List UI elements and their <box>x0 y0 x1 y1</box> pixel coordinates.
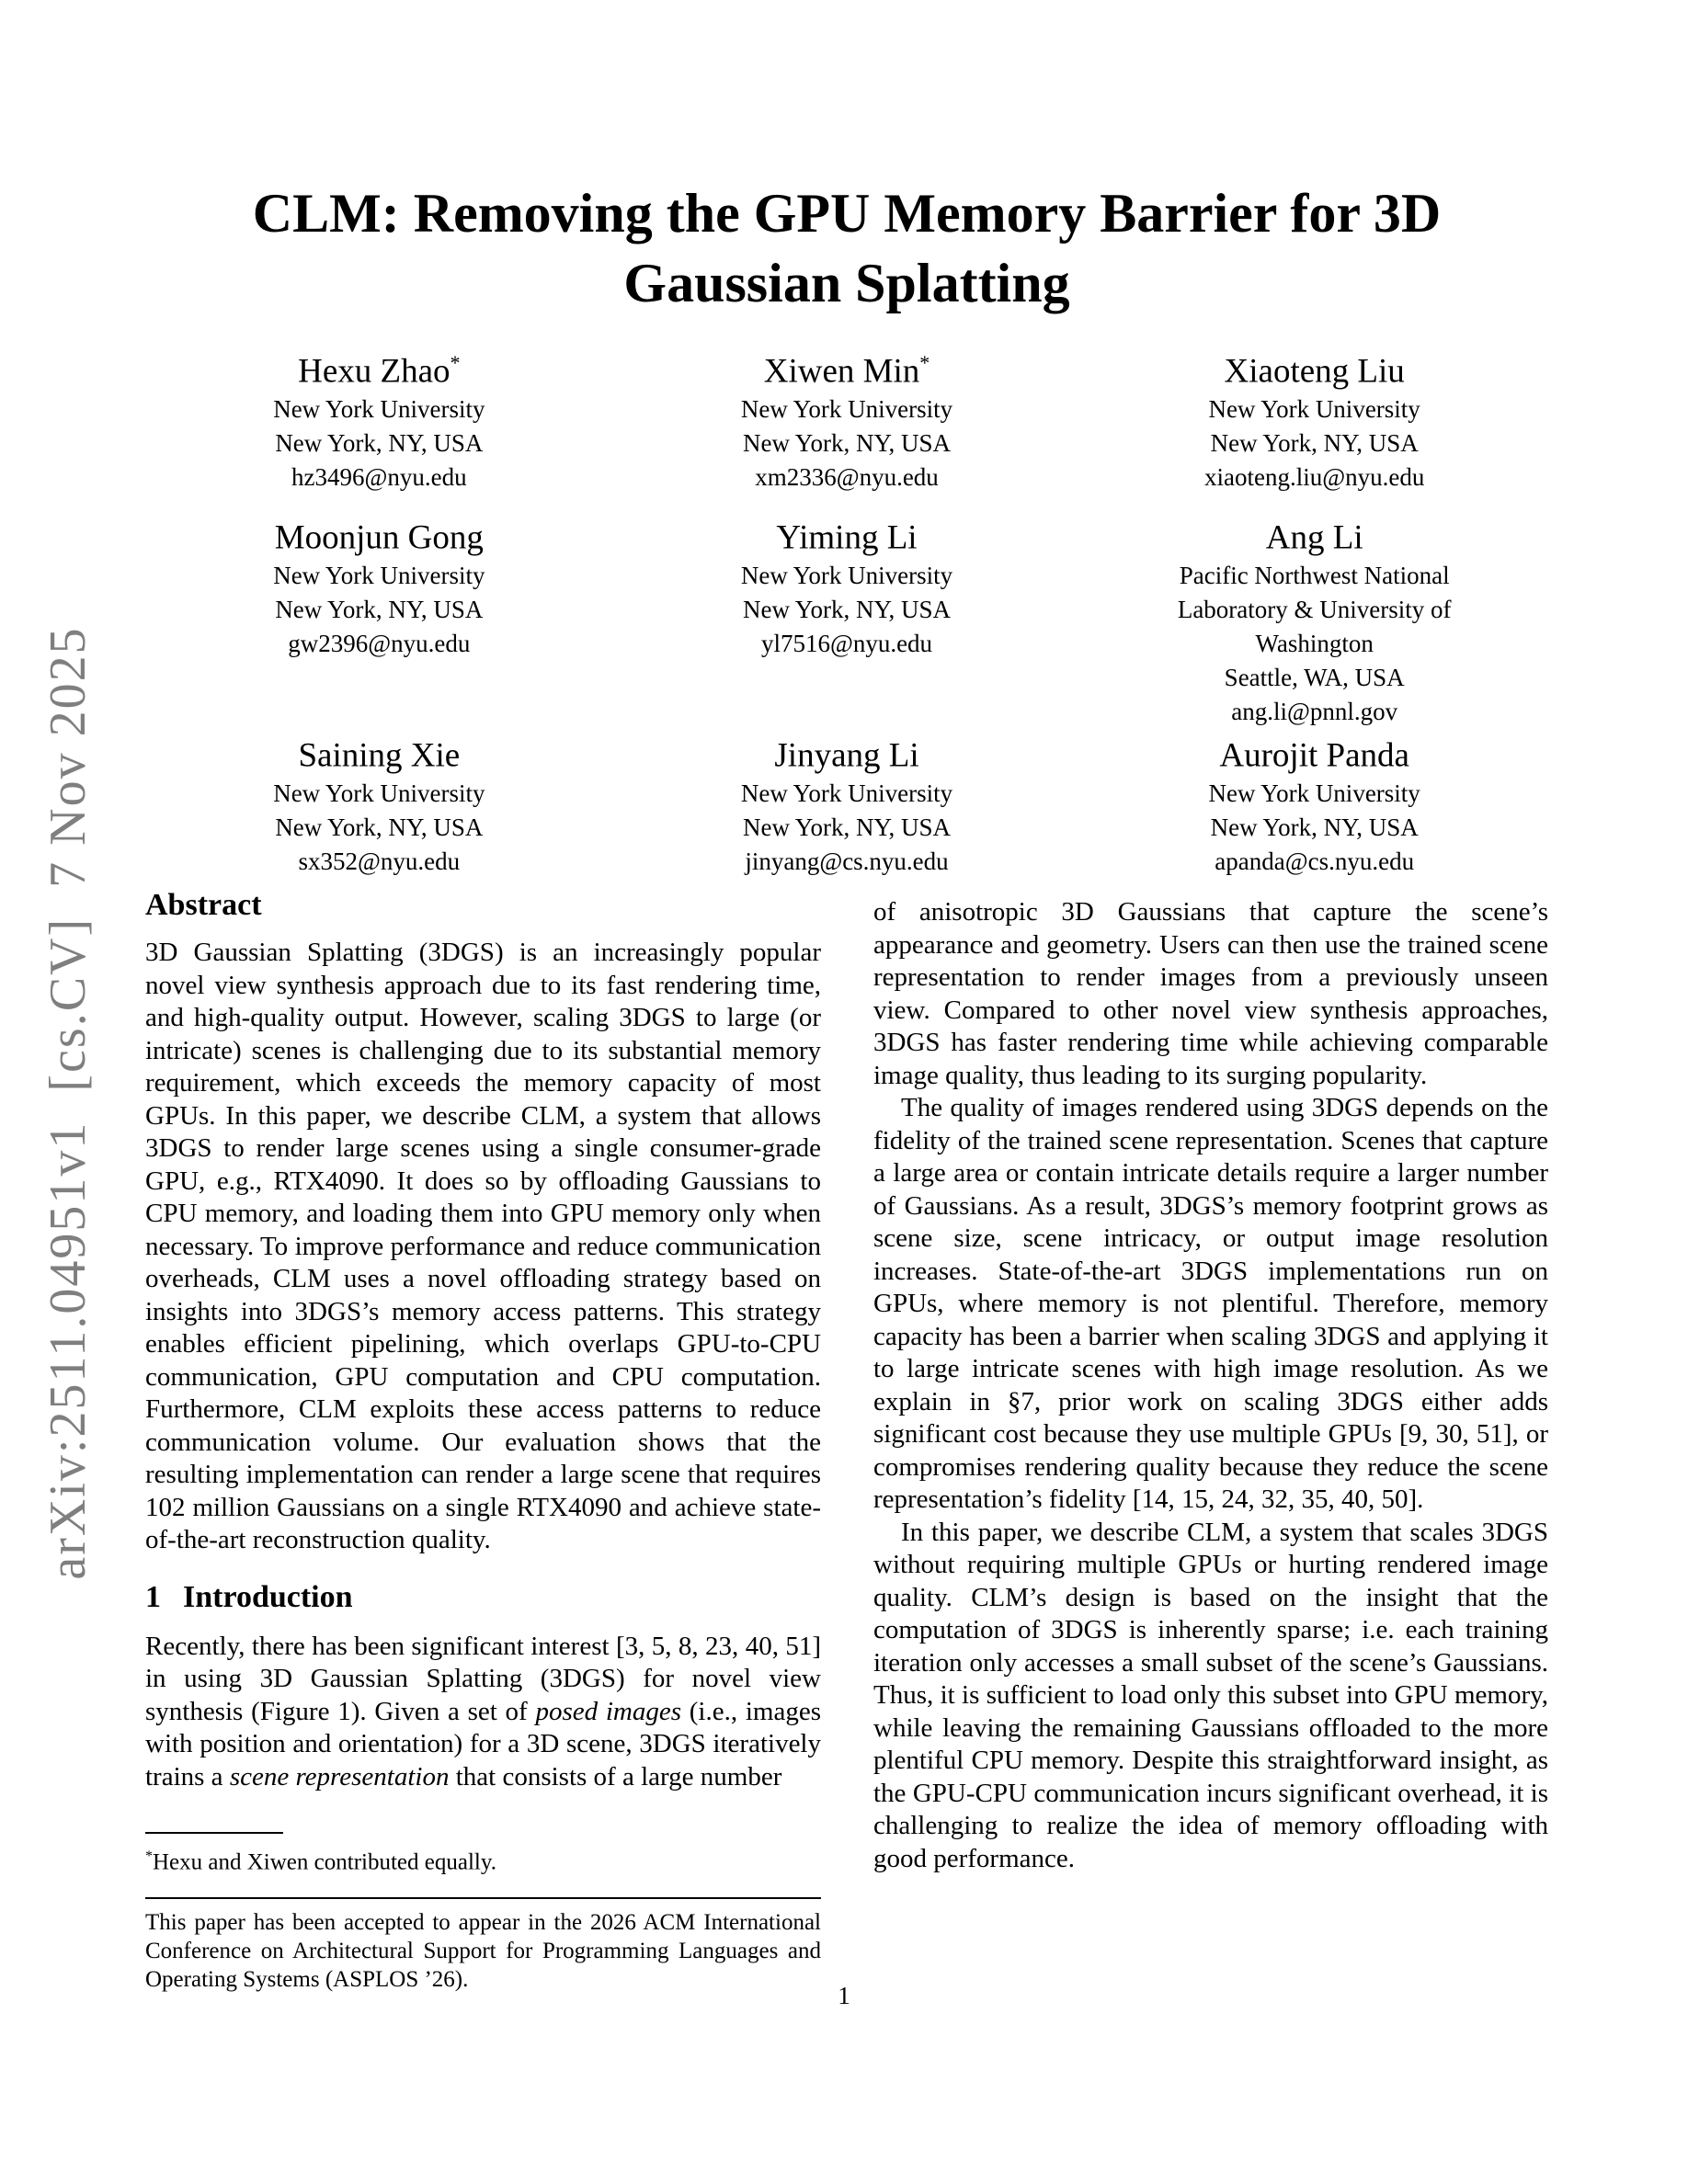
paragraph-text: that consists of a large number <box>449 1761 782 1792</box>
author-block-yiming-li <box>613 508 1081 729</box>
authors-row-3 <box>145 726 1548 879</box>
author-affiliation <box>1080 559 1548 695</box>
author-name-text: Jinyang Li <box>774 736 919 775</box>
author-footnote-mark: * <box>450 351 461 374</box>
paragraph-text: Recently, there has been significant interest [3, 5, 8, 23, 40, 51] in using 3D Gaussian Splatting (3DGS) for novel view synthesis (Figure 1). Given a set of <box>145 1631 821 1726</box>
author-name <box>613 342 1081 392</box>
author-email: hz3496@nyu.edu <box>291 463 467 492</box>
author-name-text: Moonjun Gong <box>274 518 484 557</box>
paragraph: In this paper, we describe CLM, a system that scales 3DGS without requiring multiple GPUs or hurting rendered image quality. CLM’s design is based on the insight that the computation of 3DGS is inherently sparse; i.e. each training iteration only accesses a small subset of the scene’s Gaussians. Thus, it is sufficient to load only this subset into GPU memory, while leaving the remaining Gaussians offloaded to the more plentiful CPU memory. Despite this straightforward insight, as the GPU-CPU communication incurs significant overhead, it is challenging to realize the idea of memory offloading with good performance. <box>873 1517 1548 1873</box>
author-affiliation <box>613 392 1081 461</box>
author-name <box>145 342 613 392</box>
title-line-1: CLM: Removing the GPU Memory Barrier for 3D <box>252 183 1442 244</box>
author-block-hexu-zhao <box>145 342 613 495</box>
affiliation-line: New York University <box>273 395 485 424</box>
affiliation-line: New York, NY, USA <box>275 429 484 458</box>
abstract-text: 3D Gaussian Splatting (3DGS) is an increasingly popular novel view synthesis approach due to its fast rendering time, and high-quality output. However, scaling 3DGS to large (or intricate) scenes is challenging due to its substantial memory requirement, which exceeds the memory capacity of most GPUs. In this paper, we describe CLM, a system that allows 3DGS to render large scenes using a single consumer-grade GPU, e.g., RTX4090. It does so by offloading Gaussians to CPU memory, and loading them into GPU memory only when necessary. To improve performance and reduce communication overheads, CLM uses a novel offloading strategy based on insights into 3DGS’s memory access patterns. This strategy enables efficient pipelining, which overlaps GPU-to-CPU communication, GPU computation and CPU computation. Furthermore, CLM exploits these access patterns to reduce communication volume. Our evaluation shows that the resulting implementation can render a large scene that requires 102 million Gaussians on a single RTX4090 and achieve state-of-the-art reconstruction quality. <box>145 938 821 1554</box>
introduction-heading <box>145 1579 821 1616</box>
affiliation-line: Pacific Northwest National <box>1179 562 1450 590</box>
author-name <box>1080 726 1548 777</box>
affiliation-line: Washington <box>1255 630 1374 658</box>
section-number: 1 <box>145 1579 161 1614</box>
footnote-mark: * <box>145 1848 153 1864</box>
author-name <box>145 726 613 777</box>
author-block-aurojit-panda <box>1080 726 1548 879</box>
italic-term: scene representation <box>229 1761 450 1792</box>
author-email: gw2396@nyu.edu <box>288 630 471 658</box>
left-column <box>145 887 821 1793</box>
footnote-text: Hexu and Xiwen contributed equally. <box>153 1849 496 1875</box>
author-footnote-mark: * <box>919 351 930 374</box>
affiliation-line: New York, NY, USA <box>742 596 952 624</box>
introduction-paragraph <box>145 1631 821 1794</box>
affiliation-line: New York, NY, USA <box>275 813 484 842</box>
acceptance-rule <box>145 1897 821 1899</box>
title-line-2: Gaussian Splatting <box>623 253 1070 313</box>
author-affiliation <box>1080 392 1548 461</box>
right-column <box>873 896 1548 1875</box>
author-email: sx352@nyu.edu <box>298 847 461 876</box>
author-name <box>613 726 1081 777</box>
acceptance-note: This paper has been accepted to appear in the 2026 ACM International Conference on Architectural Support for Programming Languages and Operating Systems (ASPLOS ’26). <box>145 1910 821 1993</box>
author-block-moonjun-gong <box>145 508 613 729</box>
equal-contribution-footnote <box>145 1842 821 1876</box>
author-name-text: Yiming Li <box>776 518 918 557</box>
author-name-text: Ang Li <box>1265 518 1363 557</box>
affiliation-line: New York University <box>1208 779 1420 808</box>
author-email: xm2336@nyu.edu <box>755 463 939 492</box>
author-affiliation <box>145 559 613 627</box>
author-block-ang-li <box>1080 508 1548 729</box>
affiliation-line: New York University <box>740 562 953 590</box>
paper-title <box>145 178 1548 318</box>
author-name-text: Saining Xie <box>298 736 461 775</box>
paragraph: The quality of images rendered using 3DGS depends on the fidelity of the trained scene representation. Scenes that capture a large area or contain intricate details require a larger number of Gaussians. As a result, 3DGS’s memory footprint grows as scene size, scene intricacy, or output image resolution increases. State-of-the-art 3DGS implementations run on GPUs, where memory is not plentiful. Therefore, memory capacity has been a barrier when scaling 3DGS and applying it to large intricate scenes with high image resolution. As we explain in §7, prior work on scaling 3DGS either adds significant cost because they use multiple GPUs [9, 30, 51], or compromises rendering quality because they reduce the scene representation’s fidelity [14, 15, 24, 32, 35, 40, 50]. <box>873 1093 1548 1514</box>
affiliation-line: New York University <box>1208 395 1420 424</box>
paragraph-text: (i.e., images with position and orientation) for a 3D scene, 3DGS iteratively trains a <box>145 1696 821 1792</box>
author-name <box>613 508 1081 559</box>
affiliation-line: New York, NY, USA <box>742 813 952 842</box>
affiliation-line: New York University <box>273 779 485 808</box>
authors-row-1 <box>145 342 1548 495</box>
affiliation-line: New York, NY, USA <box>742 429 952 458</box>
affiliation-line: New York University <box>740 395 953 424</box>
affiliation-line: Laboratory & University of <box>1177 596 1452 624</box>
author-name-text: Xiaoteng Liu <box>1224 352 1405 391</box>
author-block-xiwen-min <box>613 342 1081 495</box>
affiliation-line: New York, NY, USA <box>1210 813 1419 842</box>
abstract-heading: Abstract <box>145 888 262 922</box>
affiliation-line: New York, NY, USA <box>275 596 484 624</box>
arxiv-watermark: arXiv:2511.04951v1 [cs.CV] 7 Nov 2025 <box>40 626 97 1580</box>
author-affiliation <box>1080 777 1548 845</box>
author-email: yl7516@nyu.edu <box>760 630 933 658</box>
author-name-text: Aurojit Panda <box>1219 736 1409 775</box>
author-email: jinyang@cs.nyu.edu <box>745 847 949 876</box>
authors-row-2 <box>145 508 1548 729</box>
page-number: 1 <box>838 1982 850 2009</box>
author-affiliation <box>613 777 1081 845</box>
section-title: Introduction <box>183 1579 353 1614</box>
italic-term: posed images <box>535 1696 682 1726</box>
author-affiliation <box>145 392 613 461</box>
affiliation-line: New York University <box>273 562 485 590</box>
author-email: ang.li@pnnl.gov <box>1231 698 1398 726</box>
author-name <box>1080 342 1548 392</box>
author-name-text: Hexu Zhao <box>298 352 451 391</box>
author-name-text: Xiwen Min <box>763 352 920 391</box>
author-block-jinyang-li <box>613 726 1081 879</box>
affiliation-line: New York, NY, USA <box>1210 429 1419 458</box>
footnote-block <box>145 1832 821 1994</box>
paragraph-continuation: of anisotropic 3D Gaussians that capture the scene’s appearance and geometry. Users can then use the trained scene representation to render images from a previously unseen view. Compared to other novel view synthesis approaches, 3DGS has faster rendering time while achieving comparable image quality, thus leading to its surging popularity. <box>873 897 1548 1090</box>
author-name <box>1080 508 1548 559</box>
footnote-rule <box>145 1832 283 1834</box>
author-block-saining-xie <box>145 726 613 879</box>
author-name <box>145 508 613 559</box>
author-affiliation <box>613 559 1081 627</box>
affiliation-line: New York University <box>740 779 953 808</box>
author-email: xiaoteng.liu@nyu.edu <box>1204 463 1425 492</box>
affiliation-line: Seattle, WA, USA <box>1224 664 1405 692</box>
author-block-xiaoteng-liu <box>1080 342 1548 495</box>
author-email: apanda@cs.nyu.edu <box>1215 847 1415 876</box>
author-affiliation <box>145 777 613 845</box>
